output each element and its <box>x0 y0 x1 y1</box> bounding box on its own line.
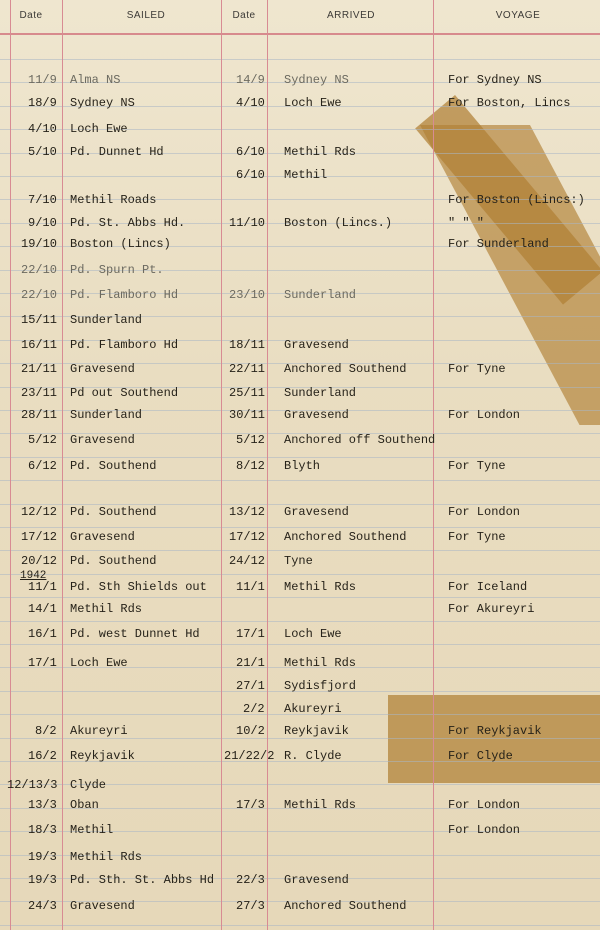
date-sailed: 5/10 <box>28 145 57 159</box>
ruled-line <box>0 550 600 551</box>
date-sailed: 12/13/3 <box>7 778 58 792</box>
ruled-line <box>0 59 600 60</box>
ruled-line <box>0 621 600 622</box>
date-sailed: 22/10 <box>21 288 58 302</box>
arrived-place: Loch Ewe <box>284 627 342 641</box>
header-date-sailed: Date <box>19 10 43 21</box>
date-sailed: 13/3 <box>28 798 57 812</box>
date-sailed: 16/11 <box>21 338 58 352</box>
date-sailed: 23/11 <box>21 386 58 400</box>
date-sailed: 28/11 <box>21 408 58 422</box>
ruled-line <box>0 644 600 645</box>
arrived-place: Loch Ewe <box>284 96 342 110</box>
column-rule <box>433 0 434 930</box>
arrived-place: Methil Rds <box>284 798 357 812</box>
column-rule <box>221 0 222 930</box>
arrived-place: Sydney NS <box>284 73 349 87</box>
date-sailed: 5/12 <box>28 433 57 447</box>
sailed-place: Pd. west Dunnet Hd <box>70 627 200 641</box>
arrived-place: Boston (Lincs.) <box>284 216 393 230</box>
date-sailed: 16/1 <box>28 627 57 641</box>
arrived-place: R. Clyde <box>284 749 342 763</box>
voyage-destination: For Clyde <box>448 749 513 763</box>
voyage-destination: For Sunderland <box>448 237 549 251</box>
date-arrived: 17/3 <box>236 798 265 812</box>
arrived-place: Anchored off Southend <box>284 433 436 447</box>
ruled-line <box>0 925 600 926</box>
arrived-place: Gravesend <box>284 338 349 352</box>
sailed-place: Pd. Spurn Pt. <box>70 263 164 277</box>
sailed-place: Gravesend <box>70 899 135 913</box>
sailed-place: Alma NS <box>70 73 121 87</box>
date-sailed: 12/12 <box>21 505 58 519</box>
voyage-destination: For Sydney NS <box>448 73 542 87</box>
date-arrived: 17/1 <box>236 627 265 641</box>
date-sailed: 19/10 <box>21 237 58 251</box>
arrived-place: Gravesend <box>284 873 349 887</box>
date-sailed: 20/12 <box>21 554 58 568</box>
tape-strip-bottom <box>388 695 600 783</box>
date-sailed: 6/12 <box>28 459 57 473</box>
sailed-place: Pd. Flamboro Hd <box>70 338 179 352</box>
date-arrived: 23/10 <box>229 288 266 302</box>
header-date-arrived: Date <box>232 10 256 21</box>
sailed-place: Reykjavik <box>70 749 135 763</box>
voyage-destination: For Tyne <box>448 530 506 544</box>
sailed-place: Loch Ewe <box>70 656 128 670</box>
arrived-place: Blyth <box>284 459 321 473</box>
sailed-place: Clyde <box>70 778 107 792</box>
sailed-place: Pd. Southend <box>70 554 157 568</box>
sailed-place: Pd out Southend <box>70 386 179 400</box>
header-voyage: VOYAGE <box>495 10 541 21</box>
sailed-place: Pd. Flamboro Hd <box>70 288 179 302</box>
date-sailed: 24/3 <box>28 899 57 913</box>
sailed-place: Gravesend <box>70 530 135 544</box>
sailed-place: Loch Ewe <box>70 122 128 136</box>
arrived-place: Gravesend <box>284 505 349 519</box>
date-sailed: 22/10 <box>21 263 58 277</box>
voyage-destination: For Akureyri <box>448 602 535 616</box>
sailed-place: Pd. St. Abbs Hd. <box>70 216 186 230</box>
date-arrived: 11/1 <box>236 580 265 594</box>
column-rule <box>267 0 268 930</box>
voyage-destination: For Tyne <box>448 362 506 376</box>
sailed-place: Akureyri <box>70 724 128 738</box>
date-sailed: 7/10 <box>28 193 57 207</box>
date-sailed: 17/12 <box>21 530 58 544</box>
header-rule <box>0 33 600 35</box>
date-sailed: 19/3 <box>28 850 57 864</box>
date-sailed: 18/3 <box>28 823 57 837</box>
header-sailed: SAILED <box>126 10 166 21</box>
column-rule <box>62 0 63 930</box>
voyage-destination: For Iceland <box>448 580 528 594</box>
date-arrived: 11/10 <box>229 216 266 230</box>
arrived-place: Sydisfjord <box>284 679 357 693</box>
sailed-place: Pd. Sth Shields out <box>70 580 207 594</box>
sailed-place: Pd. Sth. St. Abbs Hd <box>70 873 215 887</box>
date-sailed: 14/1 <box>28 602 57 616</box>
date-sailed: 11/9 <box>28 73 57 87</box>
ruled-line <box>0 480 600 481</box>
arrived-place: Methil Rds <box>284 656 357 670</box>
sailed-place: Sunderland <box>70 313 143 327</box>
date-sailed: 19/3 <box>28 873 57 887</box>
date-sailed: 18/9 <box>28 96 57 110</box>
voyage-destination: For London <box>448 505 521 519</box>
sailed-place: Pd. Dunnet Hd <box>70 145 164 159</box>
voyage-destination: For Reykjavik <box>448 724 542 738</box>
date-sailed: 4/10 <box>28 122 57 136</box>
arrived-place: Akureyri <box>284 702 342 716</box>
header-arrived: ARRIVED <box>327 10 375 21</box>
sailed-place: Sydney NS <box>70 96 135 110</box>
ruled-line <box>0 574 600 575</box>
date-arrived: 14/9 <box>236 73 265 87</box>
arrived-place: Methil Rds <box>284 145 357 159</box>
sailed-place: Oban <box>70 798 99 812</box>
ruled-line <box>0 457 600 458</box>
date-arrived: 18/11 <box>229 338 266 352</box>
year-note: 1942 <box>20 570 47 582</box>
date-arrived: 22/11 <box>229 362 266 376</box>
date-arrived: 13/12 <box>229 505 266 519</box>
ruled-line <box>0 738 600 739</box>
sailed-place: Methil Rds <box>70 602 143 616</box>
date-arrived: 2/2 <box>243 702 265 716</box>
arrived-place: Sunderland <box>284 386 357 400</box>
date-sailed: 17/1 <box>28 656 57 670</box>
arrived-place: Reykjavik <box>284 724 349 738</box>
ruled-line <box>0 527 600 528</box>
sailed-place: Methil Roads <box>70 193 157 207</box>
voyage-destination: For Boston, Lincs <box>448 96 571 110</box>
sailed-place: Gravesend <box>70 433 135 447</box>
arrived-place: Tyne <box>284 554 313 568</box>
arrived-place: Sunderland <box>284 288 357 302</box>
arrived-place: Anchored Southend <box>284 362 407 376</box>
date-arrived: 21/1 <box>236 656 265 670</box>
voyage-destination: For Boston (Lincs:) <box>448 193 585 207</box>
date-sailed: 16/2 <box>28 749 57 763</box>
arrived-place: Gravesend <box>284 408 349 422</box>
date-sailed: 21/11 <box>21 362 58 376</box>
voyage-destination: For London <box>448 408 521 422</box>
date-arrived: 17/12 <box>229 530 266 544</box>
date-arrived: 27/1 <box>236 679 265 693</box>
arrived-place: Methil <box>284 168 328 182</box>
date-sailed: 15/11 <box>21 313 58 327</box>
sailed-place: Gravesend <box>70 362 135 376</box>
date-arrived: 6/10 <box>236 168 265 182</box>
voyage-destination: For London <box>448 798 521 812</box>
date-arrived: 4/10 <box>236 96 265 110</box>
arrived-place: Methil Rds <box>284 580 357 594</box>
date-arrived: 30/11 <box>229 408 266 422</box>
date-arrived: 25/11 <box>229 386 266 400</box>
sailed-place: Sunderland <box>70 408 143 422</box>
sailed-place: Methil <box>70 823 114 837</box>
date-arrived: 24/12 <box>229 554 266 568</box>
date-arrived: 27/3 <box>236 899 265 913</box>
voyage-destination: " " " <box>448 216 485 230</box>
ruled-line <box>0 597 600 598</box>
sailed-place: Methil Rds <box>70 850 143 864</box>
date-arrived: 5/12 <box>236 433 265 447</box>
sailed-place: Pd. Southend <box>70 505 157 519</box>
date-arrived: 8/12 <box>236 459 265 473</box>
voyage-destination: For London <box>448 823 521 837</box>
date-sailed: 8/2 <box>35 724 57 738</box>
date-arrived: 22/3 <box>236 873 265 887</box>
date-sailed: 11/1 <box>28 580 57 594</box>
sailed-place: Pd. Southend <box>70 459 157 473</box>
date-arrived: 21/22/2 <box>224 749 275 763</box>
arrived-place: Anchored Southend <box>284 530 407 544</box>
date-arrived: 6/10 <box>236 145 265 159</box>
date-arrived: 10/2 <box>236 724 265 738</box>
arrived-place: Anchored Southend <box>284 899 407 913</box>
voyage-destination: For Tyne <box>448 459 506 473</box>
date-sailed: 9/10 <box>28 216 57 230</box>
sailed-place: Boston (Lincs) <box>70 237 171 251</box>
